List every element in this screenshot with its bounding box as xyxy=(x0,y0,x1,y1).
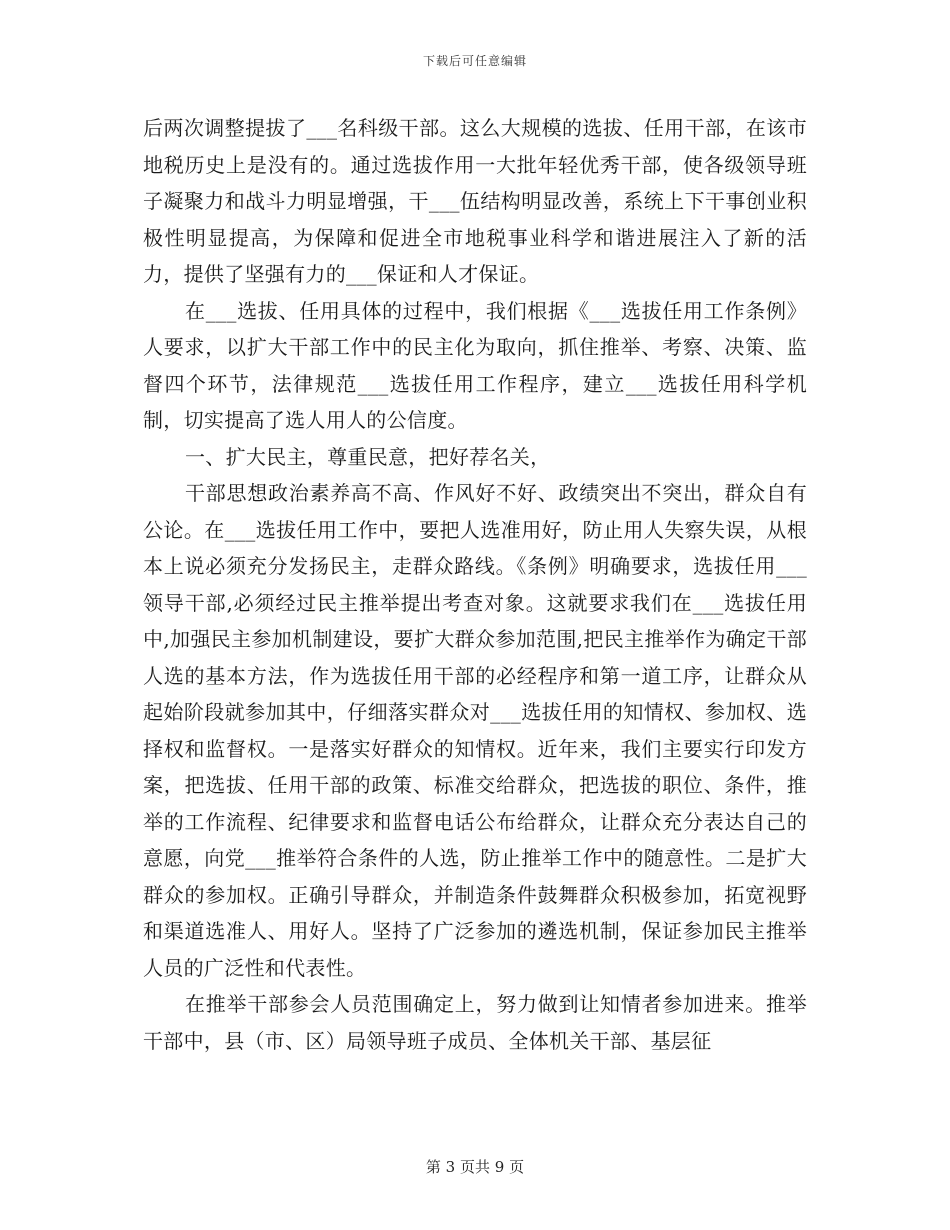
paragraph-democratic-recommendation: 干部思想政治素养高不高、作风好不好、政绩突出不突出，群众自有公论。在___选拔任用工作中，要把人选准用好，防止用人失察失误，从根本上说必须充分发扬民主，走群众路线。《条例》明确要求，选拔任用___领导干部,必须经过民主推举提出考查对象。这就要求我们在___选拔任用中,加强民主参加机制建设，要扩大群众参加范围,把民主推举作为确定干部人选的基本方法，作为选拔任用干部的必经程序和第一道工序，让群众从起始阶段就参加其中，仔细落实群众对___选拔任用的知情权、参加权、选择权和监督权。一是落实好群众的知情权。近年来，我们主要实行印发方案，把选拔、任用干部的政策、标准交给群众，把选拔的职位、条件，推举的工作流程、纪律要求和监督电话公布给群众，让群众充分表达自己的意愿，向党___推举符合条件的人选，防止推举工作中的随意性。二是扩大群众的参加权。正确引导群众，并制造条件鼓舞群众积极参加，拓宽视野和渠道选准人、用好人。坚持了广泛参加的遴选机制，保证参加民主推举人员的广泛性和代表性。 xyxy=(143,481,807,980)
header-note: 下载后可任意编辑 xyxy=(422,54,527,68)
section-heading-democracy: 一、扩大民主，尊重民意，把好荐名关， xyxy=(185,444,551,469)
paragraph-continuation: 后两次调整提拔了___名科级干部。这么大规模的选拔、任用干部，在该市地税历史上是没有的。通过选拔作用一大批年轻优秀干部，使各级领导班子凝聚力和战斗力明显增强，干___伍结构明显改善，系统上下干事创业积极性明显提高，为保障和促进全市地税事业科学和谐进展注入了新的活力，提供了坚强有力的___保证和人才保证。 xyxy=(143,116,807,286)
paragraph-selection-process: 在___选拔、任用具体的过程中，我们根据《___选拔任用工作条例》人要求，以扩大干部工作中的民主化为取向，抓住推举、考察、决策、监督四个环节，法律规范___选拔任用工作程序，建立___选拔任用科学机制，切实提高了选人用人的公信度。 xyxy=(143,298,807,432)
page-number: 第 3 页共 9 页 xyxy=(425,1158,525,1176)
document-body xyxy=(143,110,807,1059)
paragraph-participant-scope: 在推举干部参会人员范围确定上，努力做到让知情者参加进来。推举干部中，县（市、区）局领导班子成员、全体机关干部、基层征 xyxy=(143,992,807,1053)
